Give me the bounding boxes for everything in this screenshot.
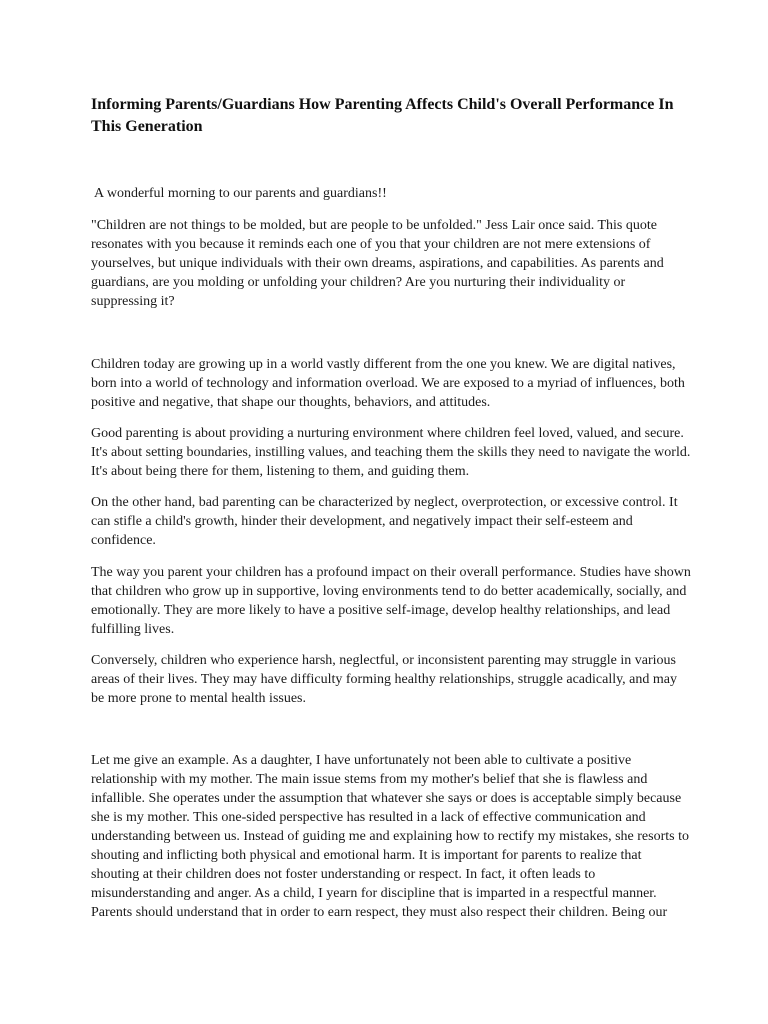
- paragraph-impact: The way you parent your children has a profound impact on their overall performance. Studies have shown that children who grow up in supportive, loving environments tend to do better academically, socially, and emotionally. They are more likely to have a positive self-image, develop healthy relationships, and lead fulfilling lives.: [91, 565, 691, 637]
- paragraph-bad-parenting: On the other hand, bad parenting can be characterized by neglect, overprotection, or excessive control. It can stifle a child's growth, hinder their development, and negatively impact their self-esteem and confidence.: [91, 495, 678, 548]
- paragraph-digital-natives: Children today are growing up in a world vastly different from the one you knew. We are digital natives, born into a world of technology and information overload. We are exposed to a myriad of influences, both positive and negative, that shape our thoughts, behaviors, and attitudes.: [91, 357, 685, 410]
- paragraph-quote: "Children are not things to be molded, but are people to be unfolded." Jess Lair once said. This quote resonates with you because it reminds each one of you that your children are not mere extensions of yourselves, but unique individuals with their own dreams, aspirations, and capabilities. As parents and guardians, are you molding or unfolding your children? Are you nurturing their individuality or suppressing it?: [91, 218, 664, 309]
- paragraph-example: Let me give an example. As a daughter, I have unfortunately not been able to cultivate a positive relationship with my mother. The main issue stems from my mother's belief that she is flawless and infallible. She operates under the assumption that whatever she says or does is acceptable simply because she is my mother. This one-sided perspective has resulted in a lack of effective communication and understanding between us. Instead of guiding me and explaining how to rectify my mistakes, she resorts to shouting and inflicting both physical and emotional harm. It is important for parents to realize that shouting at their children does not foster understanding or respect. In fact, it often leads to misunderstanding and anger. As a child, I yearn for discipline that is imparted in a respectful manner. Parents should understand that in order to earn respect, they must also respect their children. Being our: [91, 753, 689, 920]
- paragraph-good-parenting: Good parenting is about providing a nurturing environment where children feel loved, valued, and secure. It's about setting boundaries, instilling values, and teaching them the skills they need to navigate the world. It's about being there for them, listening to them, and guiding them.: [91, 426, 691, 479]
- paragraph-conversely: Conversely, children who experience harsh, neglectful, or inconsistent parenting may struggle in various areas of their lives. They may have difficulty forming healthy relationships, struggle acadically, and may be more prone to mental health issues.: [91, 653, 678, 706]
- greeting-paragraph: A wonderful morning to our parents and guardians!!: [94, 186, 387, 201]
- document-title: Informing Parents/Guardians How Parenting Affects Child's Overall Performance In This Generation: [91, 96, 674, 135]
